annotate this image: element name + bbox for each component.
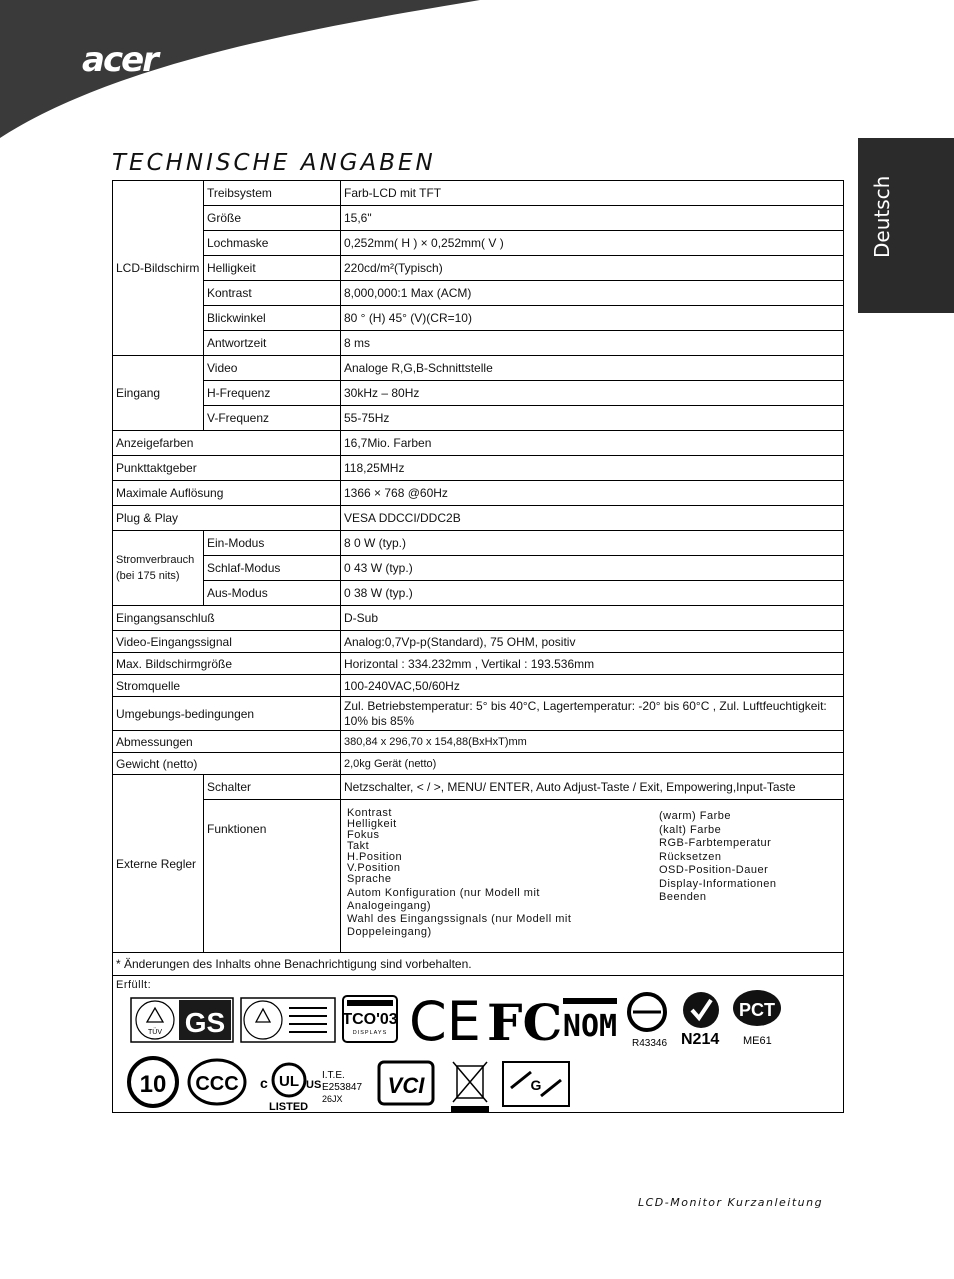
hand-g-logo [503, 1062, 569, 1106]
function-item: (warm) Farbe [659, 810, 732, 822]
function-item: Display-Informationen [659, 877, 777, 890]
header-swoosh [0, 0, 480, 140]
spec-label: Schlaf-Modus [204, 556, 341, 581]
function-item: Analogeingang) [347, 900, 432, 912]
table-row [113, 556, 844, 581]
table-row [113, 675, 844, 697]
function-item: Autom Konfiguration (nur Modell mit [347, 887, 540, 899]
spec-label: Gewicht (netto) [113, 753, 341, 775]
table-row [113, 976, 844, 1113]
table-row [113, 581, 844, 606]
table-row [113, 181, 844, 206]
table-row [113, 256, 844, 281]
certification-logos [113, 976, 842, 1112]
tco03-logo [342, 996, 397, 1042]
functions-left [347, 808, 647, 938]
g-text: G [530, 1077, 542, 1093]
spec-value: 2,0kg Gerät (netto) [341, 753, 844, 775]
weee-bin-icon [451, 1062, 489, 1112]
spec-value: 1366 × 768 @60Hz [341, 481, 844, 506]
spec-value: 118,25MHz [341, 456, 844, 481]
spec-label: Helligkeit [204, 256, 341, 281]
spec-value: 8,000,000:1 Max (ACM) [341, 281, 844, 306]
gs-text: GS [184, 1007, 226, 1038]
tuv-gs-logo [131, 998, 233, 1042]
certifications-cell [113, 976, 844, 1113]
tco-text: TCO'03 [342, 1011, 398, 1028]
table-row [113, 631, 844, 653]
ten-year-logo [129, 1058, 177, 1106]
spec-value: 80 ° (H) 45° (V)(CR=10) [341, 306, 844, 331]
table-row [113, 753, 844, 775]
pct-logo [733, 990, 781, 1047]
spec-label: Punkttaktgeber [113, 456, 341, 481]
function-item: Beenden [659, 891, 707, 903]
tco-sub-text: DISPLAYS [352, 1030, 388, 1036]
ten-text: 10 [139, 1071, 167, 1098]
function-item: Wahl des Eingangssignals (nur Modell mit [347, 913, 572, 925]
nom-logo [563, 998, 617, 1044]
spec-label: Plug & Play [113, 506, 341, 531]
disclaimer-note: * Änderungen des Inhalts ohne Benachrichtigung sind vorbehalten. [113, 953, 844, 976]
spec-value: Horizontal : 334.232mm , Vertikal : 193.536mm [341, 653, 844, 675]
group-input: Eingang [113, 356, 204, 431]
function-item: Kontrast [347, 807, 392, 819]
spec-label: Abmessungen [113, 731, 341, 753]
table-row [113, 231, 844, 256]
functions-list [341, 800, 843, 952]
spec-label: Stromquelle [113, 675, 341, 697]
language-label: Deutsch [870, 175, 894, 258]
spec-value: 380,84 x 296,70 x 154,88(BxHxT)mm [341, 731, 844, 753]
certifications-label: Erfüllt: [116, 979, 152, 991]
spec-value: 0,252mm( H ) × 0,252mm( V ) [341, 231, 844, 256]
ul-us-text: US [306, 1079, 322, 1091]
spec-value: 55-75Hz [341, 406, 844, 431]
group-power [113, 531, 204, 606]
function-item: Rücksetzen [659, 850, 722, 863]
spec-label: Video [204, 356, 341, 381]
spec-table [112, 180, 844, 1113]
spec-value: 16,7Mio. Farben [341, 431, 844, 456]
function-item: V.Position [347, 862, 401, 874]
spec-label: Umgebungs-bedingungen [113, 697, 341, 731]
group-controls: Externe Regler [113, 775, 204, 953]
table-row [113, 281, 844, 306]
spec-value: Zul. Betriebstemperatur: 5° bis 40°C, Lagertemperatur: -20° bis 60°C , Zul. Luftfeuchtigkeit: 10% bis 85% [341, 697, 844, 731]
ul-text: UL [279, 1073, 299, 1090]
table-row [113, 606, 844, 631]
table-row [113, 775, 844, 800]
spec-value: D-Sub [341, 606, 844, 631]
spec-label: Lochmaske [204, 231, 341, 256]
r-cert-logo [629, 994, 667, 1049]
spec-value: 30kHz – 80Hz [341, 381, 844, 406]
spec-value: Netzschalter, < / >, MENU/ ENTER, Auto Adjust-Taste / Exit, Empowering,Input-Taste [341, 775, 844, 800]
tuv-ergonomics-logo [241, 998, 335, 1042]
spec-value: Analog:0,7Vp-p(Standard), 75 OHM, positiv [341, 631, 844, 653]
function-item: Fokus [347, 829, 380, 841]
nom-text: NOM [562, 1009, 618, 1044]
function-item: OSD-Position-Dauer [659, 864, 769, 876]
spec-label: V-Frequenz [204, 406, 341, 431]
acer-logo: acer [82, 40, 157, 80]
spec-label: Schalter [204, 775, 341, 800]
function-item: (kalt) Farbe [659, 823, 722, 836]
spec-label: Funktionen [204, 800, 341, 953]
spec-value: Farb-LCD mit TFT [341, 181, 844, 206]
ul-c-text: c [260, 1075, 268, 1091]
spec-value: 0 38 W (typ.) [341, 581, 844, 606]
spec-value: 15,6" [341, 206, 844, 231]
c-tick-logo [681, 992, 719, 1048]
spec-label: Eingangsanschluß [113, 606, 341, 631]
pct-text: PCT [739, 1000, 775, 1020]
table-row [113, 481, 844, 506]
vci-logo [379, 1062, 433, 1104]
spec-label: H-Frequenz [204, 381, 341, 406]
spec-label: Blickwinkel [204, 306, 341, 331]
vci-text: VCI [387, 1073, 425, 1098]
ite-code-text: 26JX [322, 1094, 343, 1104]
table-row [113, 356, 844, 381]
spec-label: Antwortzeit [204, 331, 341, 356]
spec-label: Kontrast [204, 281, 341, 306]
footer-text: LCD-Monitor Kurzanleitung [638, 1196, 824, 1209]
language-tab [858, 138, 954, 313]
fcc-mark: FC [487, 993, 563, 1052]
table-row [113, 431, 844, 456]
n-code-text: N214 [681, 1031, 720, 1048]
table-row [113, 456, 844, 481]
spec-value: 0 43 W (typ.) [341, 556, 844, 581]
ccc-text: CCC [195, 1073, 239, 1095]
function-item: Doppeleingang) [347, 926, 432, 938]
spec-value: 8 ms [341, 331, 844, 356]
power-group-label: Stromverbrauch [116, 554, 195, 566]
spec-label: Treibsystem [204, 181, 341, 206]
functions-right [659, 810, 839, 905]
ite-text: I.T.E. [322, 1070, 345, 1081]
table-row [113, 381, 844, 406]
spec-value: 220cd/m²(Typisch) [341, 256, 844, 281]
table-row [113, 406, 844, 431]
function-item: Sprache [347, 873, 392, 885]
tuv-text: TÜV [148, 1029, 162, 1036]
spec-label: Größe [204, 206, 341, 231]
ce-mark: CE [409, 990, 481, 1053]
table-row [113, 506, 844, 531]
table-row [113, 697, 844, 731]
me-code-text: ME61 [743, 1035, 772, 1047]
spec-value: 8 0 W (typ.) [341, 531, 844, 556]
table-row [113, 306, 844, 331]
spec-label: Video-Eingangssignal [113, 631, 341, 653]
table-row [113, 653, 844, 675]
spec-label: Ein-Modus [204, 531, 341, 556]
function-item: Helligkeit [347, 818, 397, 830]
table-row [113, 331, 844, 356]
function-item: RGB-Farbtemperatur [659, 837, 772, 849]
spec-value: 100-240VAC,50/60Hz [341, 675, 844, 697]
power-group-sub: (bei 175 nits) [116, 570, 180, 582]
function-item: Takt [347, 840, 370, 852]
spec-label: Maximale Auflösung [113, 481, 341, 506]
functions-cell [341, 800, 844, 953]
function-item: H.Position [347, 851, 403, 863]
spec-label: Max. Bildschirmgröße [113, 653, 341, 675]
spec-label: Anzeigefarben [113, 431, 341, 456]
spec-value: VESA DDCCI/DDC2B [341, 506, 844, 531]
page-title: TECHNISCHE ANGABEN [112, 150, 436, 176]
spec-label: Aus-Modus [204, 581, 341, 606]
ite-number-text: E253847 [322, 1082, 363, 1093]
ul-listed-logo [260, 1064, 362, 1112]
spec-value: Analoge R,G,B-Schnittstelle [341, 356, 844, 381]
table-row [113, 206, 844, 231]
ul-listed-text: LISTED [269, 1101, 309, 1112]
group-lcd: LCD-Bildschirm [113, 181, 204, 356]
table-row [113, 531, 844, 556]
r-code-text: R43346 [632, 1038, 668, 1049]
table-row [113, 731, 844, 753]
table-row [113, 953, 844, 976]
ccc-logo [189, 1060, 245, 1104]
table-row [113, 800, 844, 953]
